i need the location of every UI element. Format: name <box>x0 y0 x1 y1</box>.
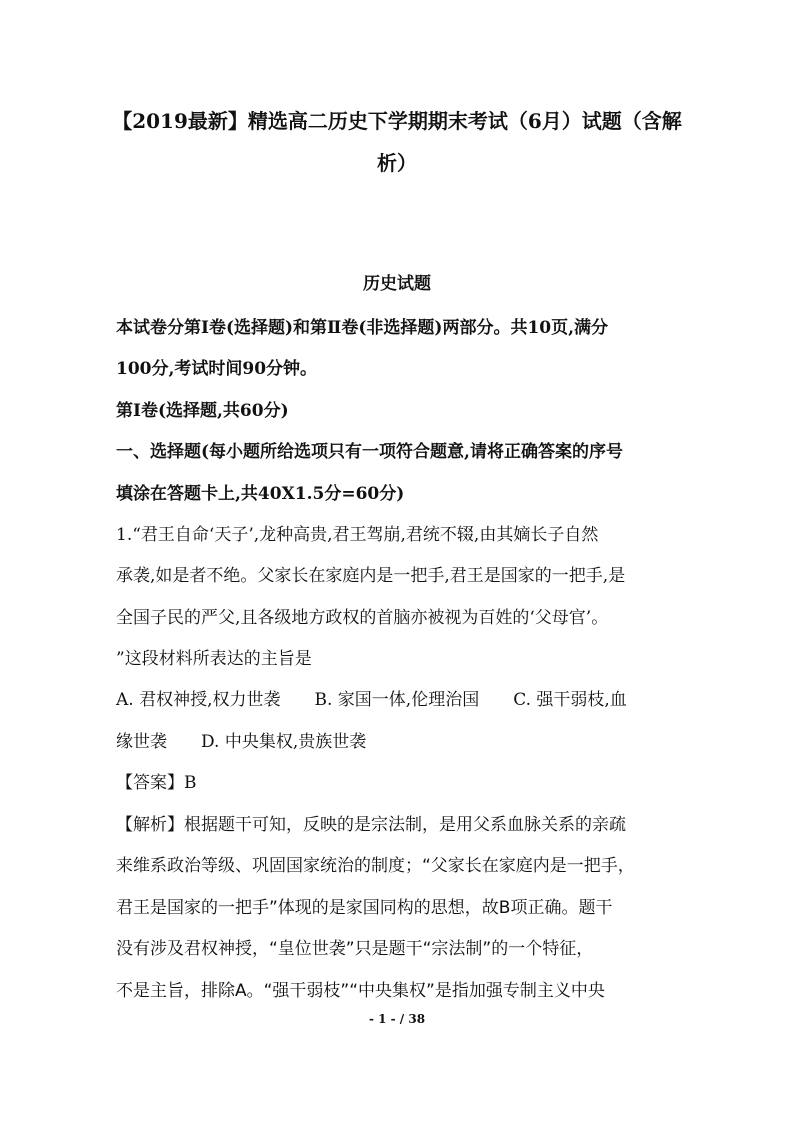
document-title: 【2019最新】精选高二历史下学期期末考试（6月）试题（含解析） <box>112 109 682 175</box>
analysis-line-3: 君王是国家的一把手”体现的是家国同构的思想，故B项正确。题干 <box>116 898 613 918</box>
option-c-continued: 缘世袭 <box>116 732 167 752</box>
question1-options-row-2 <box>116 730 366 754</box>
question1-line-1: 1.“君王自命‘天子’,龙种高贵,君王驾崩,君统不辍,由其嫡长子自然 <box>116 525 599 545</box>
question1-line-3: 全国子民的严父,且各级地方政权的首脑亦被视为百姓的‘父母官’。 <box>116 608 609 628</box>
section1-line-1: 一、选择题(每小题所给选项只有一项符合题意,请将正确答案的序号 <box>116 442 623 462</box>
exam-heading: 历史试题 <box>363 274 431 294</box>
question1-line-2: 承袭,如是者不绝。父家长在家庭内是一把手,君王是国家的一把手,是 <box>116 566 626 586</box>
part1-title: 第Ⅰ卷(选择题,共60分) <box>116 401 289 421</box>
page-number-footer: - 1 - / 38 <box>368 1012 426 1026</box>
analysis-line-5: 不是主旨，排除A。“强干弱枝”“中央集权”是指加强专制主义中央 <box>116 981 605 1001</box>
analysis-line-1: 【解析】根据题干可知，反映的是宗法制，是用父系血脉关系的亲疏 <box>116 815 626 835</box>
answer-line: 【答案】B <box>116 773 197 793</box>
question1-line-4: ”这段材料所表达的主旨是 <box>116 649 312 669</box>
question1-options-row-1 <box>116 688 627 712</box>
option-b: B. 家国一体,伦理治国 <box>314 690 480 710</box>
analysis-line-4: 没有涉及君权神授，“皇位世袭”只是题干“宗法制”的一个特征， <box>116 939 594 959</box>
intro-line-1: 本试卷分第Ⅰ卷(选择题)和第Ⅱ卷(非选择题)两部分。共10页,满分 <box>116 318 609 338</box>
analysis-line-2: 来维系政治等级、巩固国家统治的制度；“父家长在家庭内是一把手， <box>116 856 635 876</box>
option-a: A. 君权神授,权力世袭 <box>116 690 281 710</box>
option-d: D. 中央集权,贵族世袭 <box>201 732 367 752</box>
option-c: C. 强干弱枝,血 <box>513 690 627 710</box>
section1-line-2: 填涂在答题卡上,共40X1.5分=60分) <box>116 484 405 504</box>
intro-line-2: 100分,考试时间90分钟。 <box>116 359 318 379</box>
